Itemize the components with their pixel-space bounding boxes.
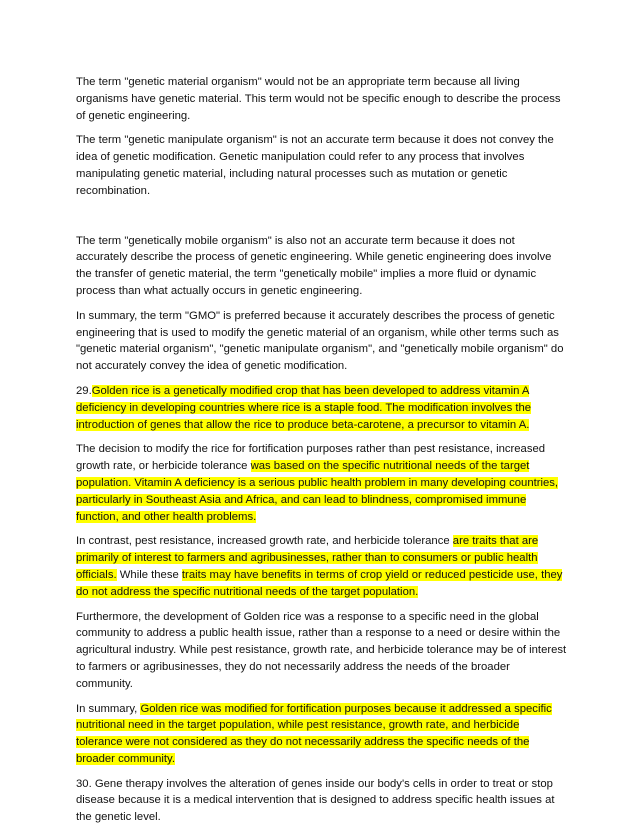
paragraph-gmo-summary: In summary, the term "GMO" is preferred because it accurately describes the process of genetic engineering that is used to modify the genetic material of an organism, while other terms such as "genetic material organism", "genetic manipulate organism", and "genetically mobile organism" do not accurately convey the idea of genetic modification.	[76, 309, 564, 373]
highlighted-text: Golden rice was modified for fortification purposes because it addressed a specific nutritional need in the target population, while pest resistance, growth rate, and herbicide tolerance were not considered as they do not necessarily address the specific needs of the broader community.	[76, 702, 552, 765]
paragraph-29-golden-rice	[76, 383, 568, 433]
plain-text: In contrast, pest resistance, increased growth rate, and herbicide tolerance	[76, 535, 453, 548]
plain-text: The decision to modify the rice for fortification purposes rather than pest resistance, increased growth rate, or herbicide tolerance	[76, 443, 546, 473]
plain-text: In summary,	[76, 702, 141, 715]
highlighted-text: are traits that are primarily of interest to farmers and agribusinesses, rather than to consumers or public health officials.	[76, 535, 539, 581]
plain-text: While these	[116, 568, 182, 581]
paragraph-genetically-mobile-organism: The term "genetically mobile organism" is also not an accurate term because it does not accurately describe the process of genetic engineering. While genetic engineering does involve the transfer of genetic material, the term "genetically mobile" implies a more fluid or dynamic process than what actually occurs in genetic engineering.	[76, 234, 552, 297]
paragraph-genetic-material-organism: The term "genetic material organism" would not be an appropriate term because all living organisms have genetic material. This term would not be specific enough to describe the process of genetic engineering.	[76, 76, 561, 122]
highlighted-text: was based on the specific nutritional needs of the target population. Vitamin A deficiency is a serious public health problem in many developing countries, particularly in Southeast Asia and Africa, and can lead to blindness, compromised immune function, and other health problems.	[76, 460, 559, 523]
highlighted-text: Golden rice is a genetically modified crop that has been developed to address vitamin A deficiency in developing countries where rice is a staple food. The modification involves the introduction of genes that allow the rice to produce beta-carotene, a precursor to vitamin A.	[76, 384, 532, 431]
paragraph-30-gene-therapy: 30. Gene therapy involves the alteration of genes inside our body's cells in order to treat or stop disease because it is a medical intervention that is designed to address specific health issues at the genetic level.	[76, 777, 555, 824]
paragraph-fortification-decision	[76, 441, 568, 525]
paragraph-global-need: Furthermore, the development of Golden rice was a response to a specific need in the global community to address a public health issue, rather than a response to a need or desire within the agricultural industry. While pest resistance, growth rate, and herbicide tolerance may be of interest to farmers or agribusinesses, they do not necessarily address the needs of the broader community.	[76, 610, 567, 690]
item-number: 29.	[76, 384, 92, 397]
paragraph-golden-rice-summary	[76, 701, 568, 768]
paragraph-traits-contrast	[76, 533, 568, 600]
highlighted-text: traits may have benefits in terms of crop yield or reduced pesticide use, they do not address the specific nutritional needs of the target population.	[76, 568, 563, 598]
document-body	[76, 74, 568, 834]
paragraph-genetic-manipulate-organism: The term "genetic manipulate organism" is not an accurate term because it does not convey the idea of genetic modification. Genetic manipulation could refer to any process that involves manipulating genetic material, including natural processes such as mutation or genetic recombination.	[76, 134, 554, 197]
